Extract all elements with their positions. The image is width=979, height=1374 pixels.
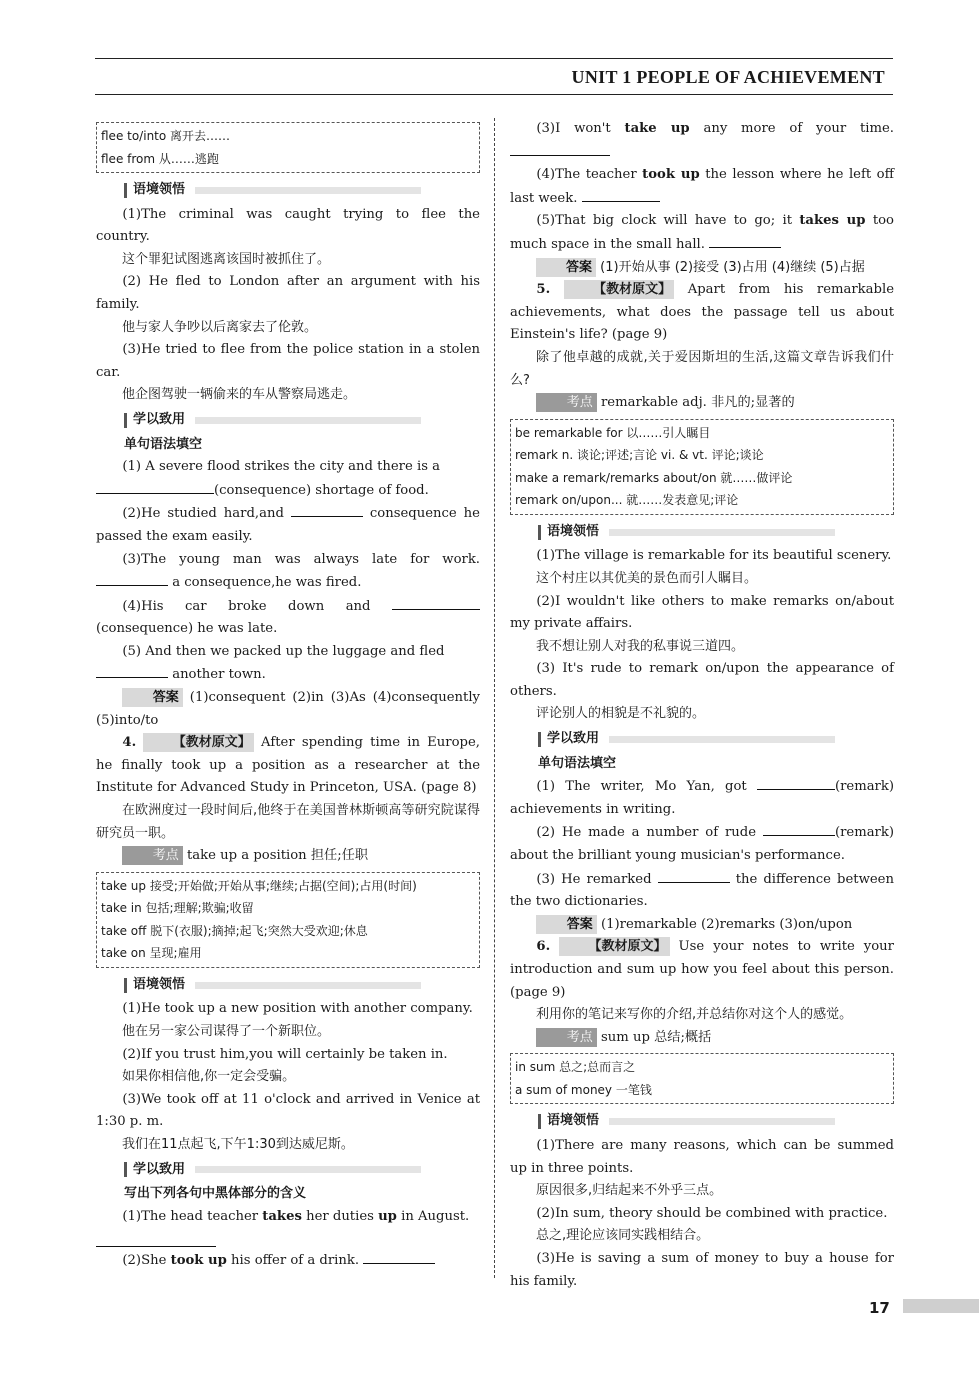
left-column: [96, 118, 480, 1273]
textbook-item-5: 5. 【教材原文】 Apart from his remarkable achievements, what does the passage tell us about Einstein's life? (page 9): [510, 282, 894, 343]
phrase-line: in sum 总之;总而言之: [515, 1060, 636, 1075]
exercise-item: (1) A severe flood strikes the city and there is a (consequence) shortage of food.: [96, 456, 480, 502]
example-en: (3) It's rude to remark on/upon the appearance of others.: [510, 661, 894, 699]
header-rule-bottom: [95, 94, 893, 95]
example-cn: 原因很多,归结起来不外乎三点。: [536, 1183, 723, 1199]
exercise-item: (3)The young man was always late for work. a consequence,he was fired.: [96, 549, 480, 595]
footer-bar: [903, 1299, 979, 1313]
example-en: (1)He took up a new position with another company.: [122, 1001, 473, 1017]
column-divider: [494, 118, 495, 1278]
section-heading: 语境领悟: [124, 179, 480, 202]
answer-blank[interactable]: [582, 187, 660, 202]
section-heading: 学以致用: [538, 728, 894, 751]
answer-blank[interactable]: [96, 663, 168, 678]
phrase-line: take off 脱下(衣服);摘掉;起飞;突然大受欢迎;休息: [101, 923, 368, 938]
section-heading: 语境领悟: [538, 521, 894, 544]
answer-blank[interactable]: [510, 141, 610, 156]
example-en: (1)The village is remarkable for its beautiful scenery.: [536, 548, 892, 564]
example-en: (3)We took off at 11 o'clock and arrived in Venice at 1:30 p. m.: [96, 1091, 480, 1130]
section-heading: 学以致用: [124, 1159, 480, 1182]
phrase-box-flee: [96, 122, 480, 173]
phrase-line: remark n. 谈论;评述;言论 vi. & vt. 评论;谈论: [515, 448, 764, 463]
answer-blank[interactable]: [392, 595, 480, 610]
textbook-item-5-cn: 除了他卓越的成就,关于爱因斯坦的生活,这篇文章告诉我们什么?: [510, 349, 894, 388]
example-en: (2)If you trust him,you will certainly be taken in.: [122, 1046, 448, 1062]
answer-blank[interactable]: [363, 1249, 435, 1264]
exercise-item: (3) He remarked the difference between the two dictionaries.: [510, 868, 894, 914]
section-heading: 学以致用: [124, 409, 480, 432]
example-en: (1)The criminal was caught trying to flee the country.: [96, 206, 480, 245]
key-point: 考点 sum up 总结;概括: [510, 1027, 894, 1050]
exercise-item: (2)She took up his offer of a drink.: [96, 1249, 480, 1273]
exercise-item: (4)The teacher took up the lesson where he left off last week.: [510, 167, 894, 206]
key-point: 考点 remarkable adj. 非凡的;显著的: [510, 392, 894, 415]
answer-blank[interactable]: [658, 868, 730, 883]
example-cn: 这个村庄以其优美的景色而引人瞩目。: [536, 570, 758, 586]
example-cn: 我们在11点起飞,下午1:30到达威尼斯。: [122, 1136, 354, 1152]
example-cn: 如果你相信他,你一定会受骗。: [122, 1069, 296, 1085]
phrase-line: remark on/upon... 就……发表意见;评论: [515, 493, 739, 508]
phrase-line: flee from 从……逃跑: [101, 151, 219, 166]
answer-blank[interactable]: [709, 233, 781, 248]
textbook-item-6: 6. 【教材原文】 Use your notes to write your introduction and sum up how you feel about this person. (page 9): [510, 939, 894, 1000]
answer-blank[interactable]: [763, 821, 835, 836]
exercise-item: (2)He studied hard,and consequence he passed the exam easily.: [96, 502, 480, 548]
header-rule-top: [95, 58, 893, 59]
textbook-item-4-cn: 在欧洲度过一段时间后,他终于在美国普林斯顿高等研究院谋得研究员一职。: [96, 803, 480, 841]
example-cn: 我不想让别人对我的私事说三道四。: [536, 638, 745, 654]
phrase-line: take up 接受;开始做;开始从事;继续;占据(空间);占用(时间): [101, 878, 417, 893]
answer-blank[interactable]: [96, 1228, 216, 1247]
phrase-line: flee to/into 离开去……: [101, 129, 231, 143]
exercise-item: (4)His car broke down and (consequence) he was late.: [96, 595, 480, 641]
section-heading: 语境领悟: [124, 974, 480, 997]
answer-blank[interactable]: [96, 571, 168, 586]
exercise-item: (3)I won't take up any more of your time.: [510, 118, 894, 164]
exercise-title: 单句语法填空: [124, 436, 203, 452]
phrase-line: a sum of money 一笔钱: [515, 1082, 652, 1097]
example-en: (3)He tried to flee from the police station in a stolen car.: [96, 342, 480, 380]
phrase-box-take: [96, 872, 480, 968]
section-heading: 语境领悟: [538, 1110, 894, 1133]
unit-title: UNIT 1 PEOPLE OF ACHIEVEMENT: [571, 67, 885, 87]
example-cn: 他在另一家公司谋得了一个新职位。: [122, 1024, 331, 1039]
answer-blank[interactable]: [291, 502, 363, 517]
example-en: (1)There are many reasons, which can be summed up in three points.: [510, 1137, 894, 1176]
example-en: (2) He fled to London after an argument with his family.: [96, 274, 480, 312]
exercise-item: (1) The writer, Mo Yan, got (remark) achievements in writing.: [510, 775, 894, 821]
exercise-item: (2) He made a number of rude (remark) about the brilliant young musician's performance.: [510, 821, 894, 867]
example-cn: 这个罪犯试图逃离该国时被抓住了。: [122, 251, 331, 267]
textbook-item-4: 4. 【教材原文】 After spending time in Europe, he finally took up a position as a researcher at the Institute for Advanced Study in Princeton, USA. (page 8): [96, 735, 480, 796]
answer-line: 答案 (1)remarkable (2)remarks (3)on/upon: [510, 914, 894, 937]
exercise-item: (1)The head teacher takes her duties up in August.: [122, 1208, 470, 1224]
example-cn: 评论别人的相貌是不礼貌的。: [536, 706, 706, 722]
answer-blank[interactable]: [96, 479, 214, 494]
exercise-item: (5) And then we packed up the luggage and fled another town.: [96, 641, 480, 687]
right-column: [510, 118, 894, 1293]
phrase-line: take on 呈现;雇用: [101, 946, 202, 961]
answer-line: 答案 (1)开始从事 (2)接受 (3)占用 (4)继续 (5)占据: [510, 257, 894, 280]
phrase-line: be remarkable for 以……引人瞩目: [515, 425, 711, 440]
example-cn: 他与家人争吵以后离家去了伦敦。: [122, 319, 318, 335]
textbook-item-6-cn: 利用你的笔记来写你的介绍,并总结你对这个人的感觉。: [536, 1007, 853, 1023]
answer-blank[interactable]: [757, 775, 835, 790]
example-en: (3)He is saving a sum of money to buy a house for his family.: [510, 1250, 894, 1289]
phrase-line: take in 包括;理解;欺骗;收留: [101, 901, 254, 916]
phrase-line: make a remark/remarks about/on 就……做评论: [515, 470, 793, 485]
example-cn: 他企图驾驶一辆偷来的车从警察局逃走。: [122, 387, 357, 403]
page-number: 17: [869, 1299, 890, 1317]
example-en: (2)I wouldn't like others to make remarks on/about my private affairs.: [510, 593, 894, 632]
example-en: (2)In sum, theory should be combined with practice.: [536, 1205, 888, 1221]
answer-line: 答案 (1)consequent (2)in (3)As (4)consequently (5)into/to: [96, 690, 480, 728]
exercise-item: (5)That big clock will have to go; it takes up too much space in the small hall.: [510, 213, 894, 252]
exercise-title: 写出下列各句中黑体部分的含义: [124, 1186, 307, 1202]
phrase-box-remark: [510, 419, 894, 515]
key-point: 考点 take up a position 担任;任职: [96, 845, 480, 868]
exercise-title: 单句语法填空: [538, 755, 617, 771]
phrase-box-sum: [510, 1053, 894, 1104]
example-cn: 总之,理论应该同实践相结合。: [536, 1228, 710, 1244]
